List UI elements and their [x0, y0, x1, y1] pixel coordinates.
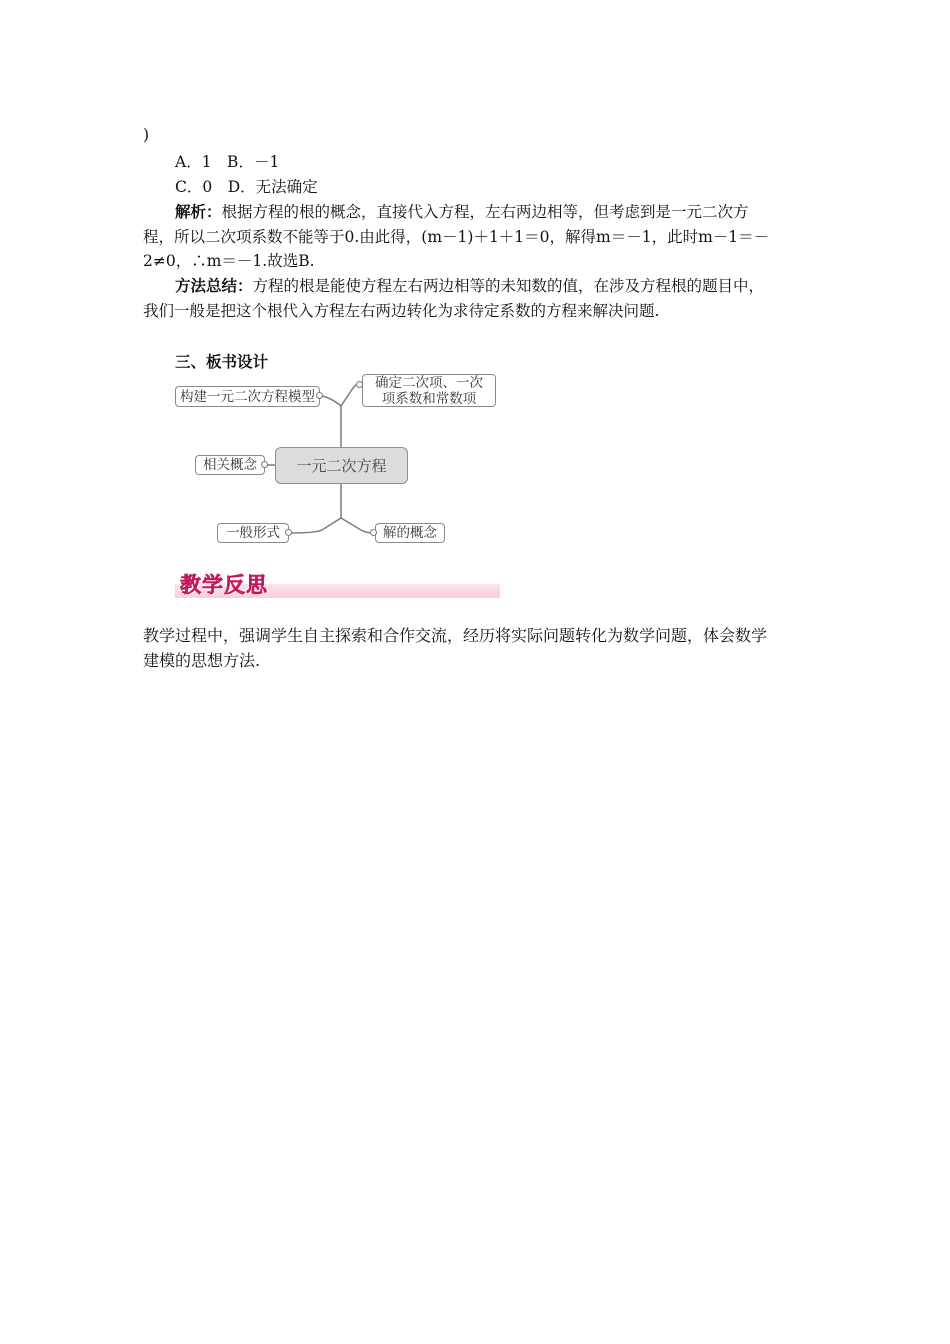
node-solution-concept: 解的概念: [375, 523, 445, 543]
analysis-label: 解析：: [175, 203, 222, 221]
analysis-line-2: 程，所以二次项系数不能等于0.由此得，(m－1)＋1＋1＝0，解得m＝－1，此时m－1＝－: [143, 228, 770, 246]
closing-parenthesis: ): [143, 126, 150, 144]
node-determine-coefficients: [362, 374, 496, 407]
method-label: 方法总结：: [175, 277, 253, 295]
connector-dot: [370, 529, 377, 536]
analysis-text-1: 根据方程的根的概念，直接代入方程，左右两边相等，但考虑到是一元二次方: [221, 203, 749, 221]
node-center-quadratic-equation: 一元二次方程: [275, 447, 408, 484]
mind-map-connectors: [0, 0, 950, 620]
analysis-line-3: 2≠0，∴m＝－1.故选B.: [143, 252, 315, 270]
connector-dot: [285, 529, 292, 536]
method-line-2: 我们一般是把这个根代入方程左右两边转化为求待定系数的方程来解决问题.: [143, 302, 660, 320]
node-related-concepts: 相关概念: [195, 455, 265, 475]
reflection-line-1: 教学过程中，强调学生自主探索和合作交流，经历将实际问题转化为数学问题，体会数学: [143, 626, 768, 645]
node-coefficients-line-1: 确定二次项、一次: [375, 374, 483, 391]
options-row-2: C．0 D．无法确定: [175, 178, 318, 196]
options-row-1: A．1 B．－1: [175, 153, 280, 171]
reflection-title: 教学反思: [180, 573, 268, 597]
board-design-heading: 三、板书设计: [175, 353, 269, 371]
node-build-model: 构建一元二次方程模型: [175, 386, 320, 407]
connector-dot: [316, 392, 323, 399]
connector-dot: [356, 381, 363, 388]
method-text-1: 方程的根是能使方程左右两边相等的未知数的值，在涉及方程根的题目中，: [252, 277, 765, 295]
node-coefficients-line-2: 项系数和常数项: [381, 390, 477, 407]
reflection-line-2: 建模的思想方法.: [143, 651, 261, 670]
node-general-form: 一般形式: [217, 523, 289, 543]
connector-dot: [261, 461, 268, 468]
